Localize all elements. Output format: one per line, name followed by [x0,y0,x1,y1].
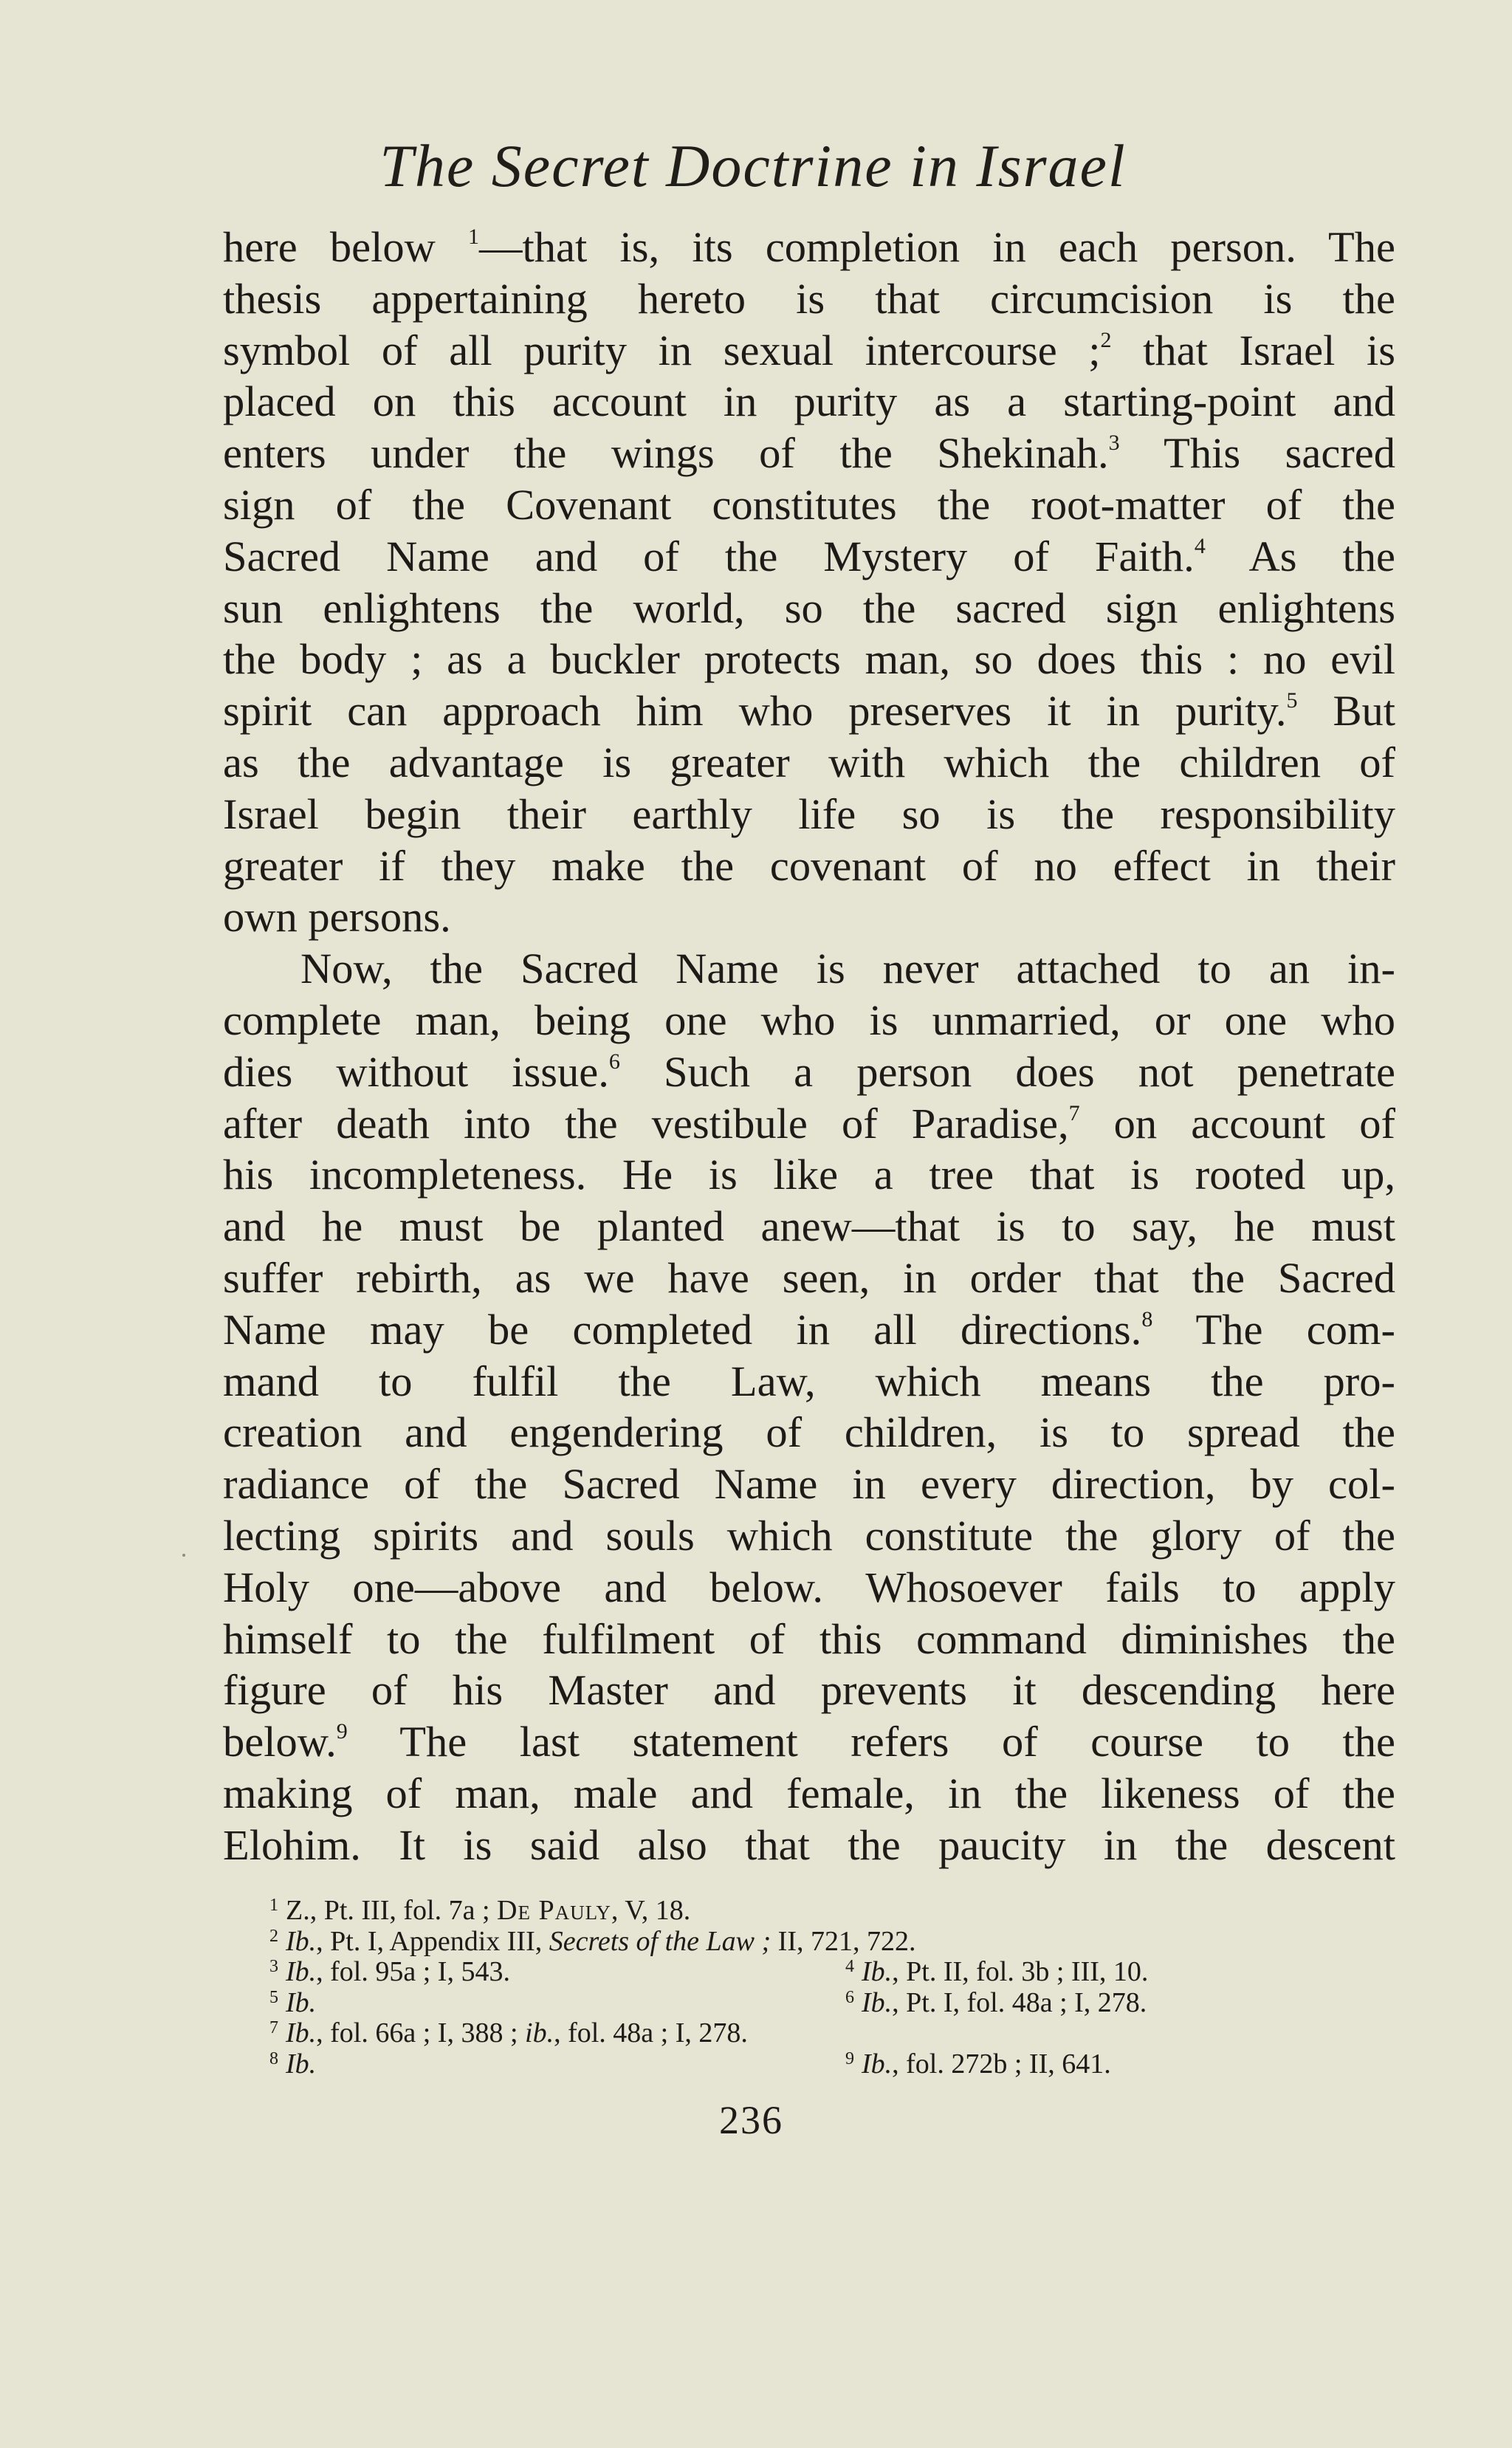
text-line: radiance of the Sacred Name in every direction, by col- [223,1460,1395,1509]
footnote-8: $^8$ Ib. [269,2048,317,2080]
text-line: and he must be planted anew—that is to say, he must [223,1202,1395,1251]
footnote-marker: 9 [336,1719,348,1744]
text-line: below.$^9$ The last statement refers of course to the [223,1718,1395,1766]
text-line: complete man, being one who is unmarried, or one who [223,995,1395,1044]
text-line: sign of the Covenant constitutes the root-matter of the [223,480,1395,529]
text-line: own persons. [223,893,451,942]
footnote-row [269,2013,1362,2048]
footnotes [269,1890,1362,2080]
text-line: here below $^1$—that is, its completion in each person. The [223,223,1395,271]
text-line: Sacred Name and of the Mystery of Faith.$^4$ As the [223,532,1395,580]
text-line: dies without issue.$^6$ Such a person does not penetrate [223,1047,1395,1096]
running-head: The Secret Doctrine in Israel [379,132,1127,199]
footnote-row [269,1952,1362,1987]
text-line: lecting spirits and souls which constitute the glory of the [223,1511,1395,1560]
text-line: enters under the wings of the Shekinah.$^3$ This sacred [223,429,1395,478]
text-line: greater if they make the covenant of no effect in their [223,841,1395,890]
text-line: placed on this account in purity as a starting-point and [223,377,1395,426]
footnote-marker: 7 [1068,1100,1080,1125]
footnote-marker: 6 [608,1049,620,1074]
body-text [223,222,1395,1871]
text-line: his incompleteness. He is like a tree that is rooted up, [223,1151,1395,1199]
text-line: as the advantage is greater with which the children of [223,738,1395,786]
footnote-marker: 5 [1286,688,1298,713]
footnote-3: $^3$ Ib., fol. 95a ; I, 543. [269,1956,510,1987]
text-line: making of man, male and female, in the likeness of the [223,1769,1395,1817]
text-line: suffer rebirth, as we have seen, in order that the Sacred [223,1253,1395,1302]
text-line: Israel begin their earthly life so is the responsibility [223,789,1395,838]
footnote-row [269,2044,1362,2080]
footnote-row [269,1921,1362,1957]
footnote-5: $^5$ Ib. [269,1986,317,2018]
text-line: Name may be completed in all directions.$^8$ The com- [223,1305,1395,1354]
text-line: Holy one—above and below. Whosoever fails to apply [223,1563,1395,1611]
text-line: after death into the vestibule of Paradise,$^7$ on account of [223,1099,1395,1148]
footnote-7: $^7$ Ib., fol. 66a ; I, 388 ; ib., fol. 48a ; I, 278. [269,2017,748,2048]
text-line: spirit can approach him who preserves it in purity.$^5$ But [223,687,1395,736]
footnote-4: $^4$ Ib., Pt. II, fol. 3b ; III, 10. [845,1956,1149,1987]
text-line: creation and engendering of children, is to spread the [223,1408,1395,1457]
footnote-marker: 2 [1100,327,1112,352]
text-line: the body ; as a buckler protects man, so does this : no evil [223,635,1395,684]
text-line: thesis appertaining hereto is that circumcision is the [223,274,1395,323]
footnote-marker: 1 [468,224,480,249]
text-line: himself to the fulfilment of this command diminishes the [223,1614,1395,1663]
footnote-1: $^1$ Z., Pt. III, fol. 7a ; De Pauly, V, 18. [269,1895,691,1926]
footnote-row [269,1890,1362,1926]
text-line: figure of his Master and prevents it descending here [223,1666,1395,1715]
page-number: 236 [719,2098,783,2142]
footnote-6: $^6$ Ib., Pt. I, fol. 48a ; I, 278. [845,1986,1147,2018]
footnote-marker: 3 [1108,431,1120,456]
text-line: symbol of all purity in sexual intercourse ;$^2$ that Israel is [223,326,1395,374]
text-line: mand to fulfil the Law, which means the pro- [223,1357,1395,1405]
footnote-row [269,1983,1362,2018]
paper-speck [182,1554,185,1557]
footnote-marker: 4 [1194,533,1206,558]
footnote-2: $^2$ Ib., Pt. I, Appendix III, Secrets of the Law ; II, 721, 722. [269,1925,916,1957]
text-line: Elohim. It is said also that the paucity in the descent [223,1820,1395,1869]
text-line: sun enlightens the world, so the sacred sign enlightens [223,583,1395,632]
footnote-9: $^9$ Ib., fol. 272b ; II, 641. [845,2048,1111,2080]
footnote-marker: 8 [1141,1306,1153,1331]
text-line: Now, the Sacred Name is never attached to an in- [300,944,1395,993]
